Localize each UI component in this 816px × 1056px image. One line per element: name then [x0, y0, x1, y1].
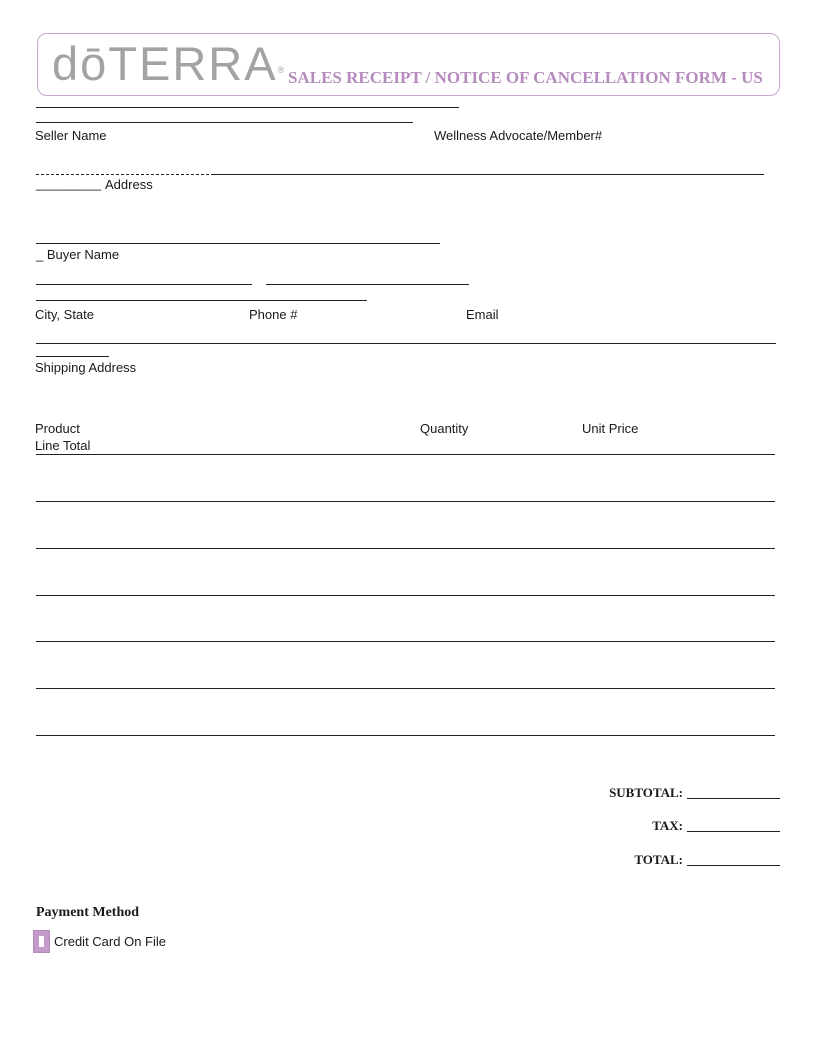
table-row[interactable]	[36, 735, 775, 736]
product-header: Product	[35, 421, 80, 436]
table-header-rule	[36, 454, 775, 455]
unit-price-header: Unit Price	[582, 421, 639, 436]
credit-card-checkbox[interactable]	[33, 930, 50, 953]
shipping-address-line-short[interactable]	[36, 356, 109, 357]
address-prefix: _________	[36, 176, 102, 191]
seller-name-label: Seller Name	[35, 128, 107, 143]
quantity-header: Quantity	[420, 421, 469, 436]
buyer-name-dashes	[36, 243, 84, 244]
table-row[interactable]	[36, 501, 775, 502]
seller-member-line[interactable]	[36, 107, 459, 108]
tax-label: TAX:	[652, 818, 683, 833]
shipping-address-line[interactable]	[36, 343, 776, 344]
address-line[interactable]	[212, 174, 764, 175]
registered-mark: ®	[277, 65, 285, 75]
address-label: Address	[105, 177, 153, 192]
table-row[interactable]	[36, 641, 775, 642]
buyer-name-label: _ Buyer Name	[36, 247, 120, 262]
shipping-address-label: Shipping Address	[35, 360, 137, 375]
seller-name-line[interactable]	[36, 122, 413, 123]
table-row[interactable]	[36, 688, 775, 689]
member-number-label: Wellness Advocate/Member#	[434, 128, 603, 143]
email-line[interactable]	[36, 300, 367, 301]
email-dashes	[36, 300, 60, 301]
subtotal-label: SUBTOTAL:	[609, 785, 683, 800]
total-field[interactable]	[687, 865, 780, 866]
phone-line[interactable]	[266, 284, 469, 285]
phone-label: Phone #	[249, 307, 298, 322]
form-title: SALES RECEIPT / NOTICE OF CANCELLATION FORM - US	[288, 68, 763, 87]
total-label: TOTAL:	[634, 852, 683, 867]
line-total-header: Line Total	[35, 438, 91, 453]
email-label: Email	[466, 307, 499, 322]
credit-card-label: Credit Card On File	[54, 934, 166, 949]
checkbox-inner-icon	[39, 936, 44, 947]
buyer-name-line[interactable]	[36, 243, 440, 244]
tax-field[interactable]	[687, 831, 780, 832]
payment-method-title: Payment Method	[36, 905, 140, 920]
table-row[interactable]	[36, 548, 775, 549]
city-state-label: City, State	[35, 307, 95, 322]
table-row[interactable]	[36, 595, 775, 596]
city-state-line[interactable]	[36, 284, 252, 285]
doterra-logo: dōTERRA®	[52, 37, 285, 90]
subtotal-field[interactable]	[687, 798, 780, 799]
